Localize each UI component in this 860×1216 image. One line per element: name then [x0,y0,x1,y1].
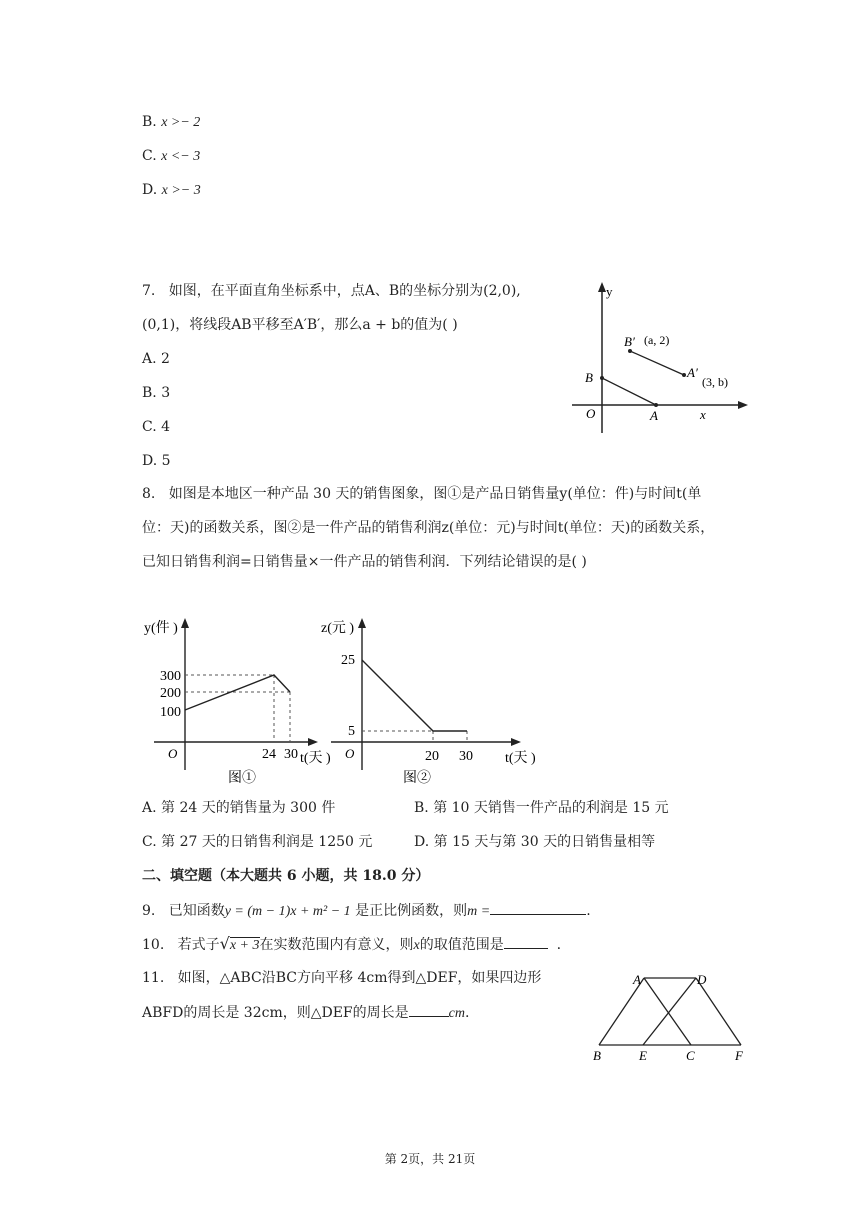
q11-translation-figure [585,964,755,1064]
q7-coordinate-figure [560,278,760,438]
q7-segment-a-prime-b-prime [630,351,684,375]
q10-stem: 10. 若式子√x + 3在实数范围内有意义，则x的取值范围是 . [142,934,562,953]
graph2-line [362,660,467,731]
graph2-xtick-20: 20 [425,749,439,764]
graph1-line [185,675,290,710]
graph1-ytick-300: 300 [160,669,181,684]
q7-point-b [600,376,604,380]
graph2-ytick-5: 5 [348,724,355,739]
q6-option-c: C. x <− 3 [142,148,201,164]
q7-label-a: A [650,408,658,423]
page-footer: 第 2页，共 21页 [384,1152,476,1166]
q7-stem-line1: 7. 如图，在平面直角坐标系中，点A、B的坐标分别为(2,0), [142,283,521,299]
q11-label-c: C [686,1048,695,1063]
q7-point-a-prime [682,373,686,377]
q7-stem-line2: (0,1)，将线段AB平移至A′B′，那么a + b的值为( ) [142,317,458,333]
graph1-xtick-24: 24 [262,747,276,762]
q8-option-d: D. 第 15 天与第 30 天的日销售量相等 [414,834,656,850]
q7-segment-ab [602,378,656,405]
graph1-x-label: t(天 ) [300,751,331,766]
q6-option-d: D. x >− 3 [142,182,201,198]
q9-answer-blank[interactable] [490,900,586,915]
q11-label-f: F [735,1048,743,1063]
q7-x-label: x [700,407,706,422]
q8-stem-line1: 8. 如图是本地区一种产品 30 天的销售图象，图①是产品日销售量y(单位：件)与时间t(单 [142,486,702,502]
q11-label-a: A [633,972,641,987]
graph1-ytick-100: 100 [160,705,181,720]
q9-stem: 9. 已知函数y = (m − 1)x + m² − 1 是正比例函数，则m = . [142,900,591,922]
q7-point-b-prime [628,349,632,353]
q11-label-e: E [639,1048,647,1063]
q7-label-a-prime: A′ [687,365,698,380]
q7-option-b: B. 3 [142,385,171,401]
q11-edge-df [696,978,741,1045]
graph2-xtick-30: 30 [459,749,473,764]
graph2-y-label: z(元 ) [321,621,355,636]
q7-origin-label: O [586,406,596,421]
q10-radicand: x + 3 [229,938,260,953]
q11-label-b: B [593,1048,601,1063]
q7-label-b-prime: B′ [624,334,635,349]
q7-label-a-prime-coord: (3, b) [702,375,728,389]
graph2-ytick-25: 25 [341,653,355,668]
q7-y-arrow [598,282,606,292]
graph2-caption: 图② [403,771,431,786]
graph1-origin: O [168,746,178,761]
q8-stem-line2: 位：天)的函数关系，图②是一件产品的销售利润z(单位：元)与时间t(单位：天)的函数关系， [142,520,715,536]
q8-option-b: B. 第 10 天销售一件产品的利润是 15 元 [414,800,669,816]
section-heading-fill-in: 二、填空题（本大题共 6 小题，共 18.0 分） [142,868,430,884]
graph1-xtick-30: 30 [284,747,298,762]
q8-stem-line3: 已知日销售利润=日销售量×一件产品的销售利润．下列结论错误的是( ) [142,554,587,570]
q7-label-b-prime-coord: (a, 2) [644,333,670,347]
q8-graph-1 [140,612,340,792]
q8-option-c: C. 第 27 天的日销售利润是 1250 元 [142,834,373,850]
q8-option-a: A. 第 24 天的销售量为 300 件 [142,800,336,816]
q7-option-d: D. 5 [142,453,171,469]
q11-answer-blank[interactable] [409,1002,449,1017]
q11-edge-ab [599,978,644,1045]
q11-label-d: D [697,972,707,987]
q7-option-c: C. 4 [142,419,171,435]
q7-y-label: y [606,284,613,299]
q11-stem-line2: ABFD的周长是 32cm，则△DEF的周长是 cm. [142,1002,469,1024]
q7-option-a: A. 2 [142,351,170,367]
graph1-caption: 图① [228,771,256,786]
q11-stem-line1: 11. 如图，△ABC沿BC方向平移 4cm得到△DEF，如果四边形 [142,970,542,986]
q8-graph-2 [315,612,545,792]
sqrt-sign: √ [219,934,230,953]
q7-label-b: B [585,370,593,385]
graph1-y-label: y(件 ) [144,621,178,636]
graph1-y-arrow [181,618,189,628]
q6-option-b: B. x >− 2 [142,114,201,130]
graph2-y-arrow [358,618,366,628]
graph2-origin: O [345,746,355,761]
graph2-x-label: t(天 ) [505,751,536,766]
q10-answer-blank[interactable] [504,934,548,949]
q7-point-a [654,403,658,407]
graph1-ytick-200: 200 [160,686,181,701]
q7-x-arrow [738,401,748,409]
graph2-x-arrow [511,738,521,746]
